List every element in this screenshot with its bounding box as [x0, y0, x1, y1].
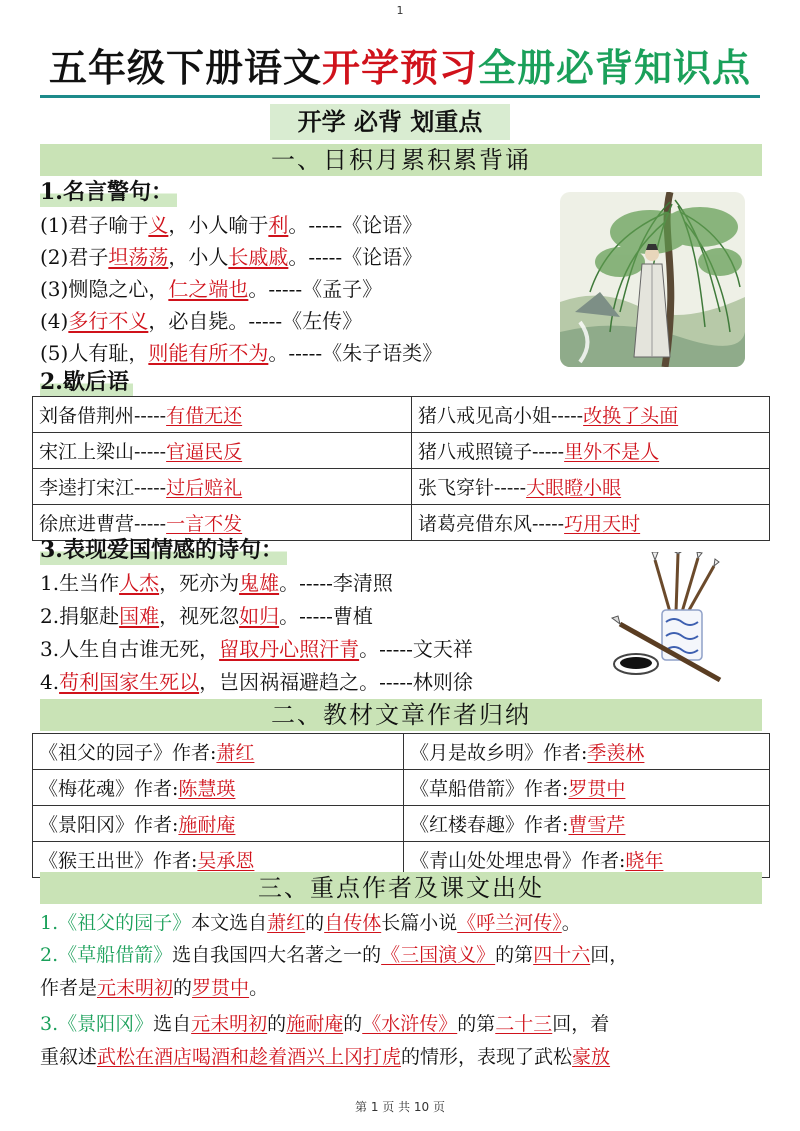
poem-line-4: 4.苟利国家生死以，岂因祸福避趋之。-----林则徐 — [40, 670, 473, 694]
table-cell: 《梅花魂》作者:陈慧瑛 — [33, 770, 404, 806]
poem-line-2: 2.捐躯赴国难，视死忽如归。-----曹植 — [40, 604, 373, 628]
source-paragraph-3-line-1: 3.《景阳冈》选自元末明初的施耐庵的《水浒传》的第二十三回，着 — [40, 1013, 610, 1035]
section-two-bar: 二、教材文章作者归纳 — [40, 699, 762, 731]
table-cell: 《草船借箭》作者:罗贯中 — [404, 770, 770, 806]
table-cell: 《月是故乡明》作者:季羡林 — [404, 734, 770, 770]
table-cell: 宋江上梁山-----官逼民反 — [33, 433, 412, 469]
title-part-points: 全册必背知识点 — [478, 45, 752, 90]
subtitle-banner: 开学 必背 划重点 — [270, 104, 510, 140]
table-cell: 《猴王出世》作者:吴承恩 — [33, 842, 404, 878]
source-paragraph-2-line-1: 2.《草船借箭》选自我国四大名著之一的《三国演义》的第四十六回， — [40, 944, 629, 966]
table-cell: 《红楼春趣》作者:曹雪芹 — [404, 806, 770, 842]
source-paragraph-2-line-2: 作者是元末明初的罗贯中。 — [40, 977, 269, 999]
title-part-preview: 开学预习 — [321, 45, 478, 90]
table-row — [33, 734, 770, 770]
table-row — [33, 397, 770, 433]
source-paragraph-1: 1.《祖父的园子》本文选自萧红的自传体长篇小说《呼兰河传》。 — [40, 912, 581, 934]
source-paragraph-3-line-2: 重叙述武松在酒店喝酒和趁着酒兴上冈打虎的情形，表现了武松豪放 — [40, 1046, 611, 1068]
quote-line-3: (3)恻隐之心，仁之端也。-----《孟子》 — [40, 277, 383, 301]
table-cell: 猪八戒照镜子-----里外不是人 — [412, 433, 770, 469]
quote-line-5: (5)人有耻，则能有所不为。-----《朱子语类》 — [40, 341, 443, 365]
quote-line-2: (2)君子坦荡荡，小人长戚戚。-----《论语》 — [40, 245, 423, 269]
brush-pot-illustration — [610, 552, 730, 692]
poems-heading: 3.表现爱国情感的诗句： — [40, 535, 287, 565]
table-cell: 张飞穿针-----大眼瞪小眼 — [412, 469, 770, 505]
page-footer: 第 1 页 共 10 页 — [355, 1100, 445, 1114]
quotes-heading: 1.名言警句： — [40, 177, 177, 207]
xiehouyu-heading: 2.歇后语 — [40, 367, 133, 397]
scholar-painting-illustration — [560, 192, 745, 367]
title-underline — [40, 95, 760, 98]
section-three-bar: 三、重点作者及课文出处 — [40, 872, 762, 904]
table-cell: 李逵打宋江-----过后赔礼 — [33, 469, 412, 505]
quote-line-1: (1)君子喻于义，小人喻于利。-----《论语》 — [40, 213, 423, 237]
poem-line-3: 3.人生自古谁无死，留取丹心照汗青。-----文天祥 — [40, 637, 473, 661]
title-part-grade: 五年级下册语文 — [48, 45, 322, 90]
poem-line-1: 1.生当作人杰，死亦为鬼雄。-----李清照 — [40, 571, 393, 595]
top-page-number: 1 — [396, 4, 404, 17]
table-row — [33, 433, 770, 469]
table-cell: 《青山处处埋忠骨》作者:晓年 — [404, 842, 770, 878]
table-cell: 猪八戒见高小姐-----改换了头面 — [412, 397, 770, 433]
table-cell: 《祖父的园子》作者:萧红 — [33, 734, 404, 770]
quote-line-4: (4)多行不义，必自毙。-----《左传》 — [40, 309, 363, 333]
table-cell: 《景阳冈》作者:施耐庵 — [33, 806, 404, 842]
table-row — [33, 806, 770, 842]
section-one-bar: 一、日积月累积累背诵 — [40, 144, 762, 176]
table-cell: 刘备借荆州-----有借无还 — [33, 397, 412, 433]
table-cell: 徐庶进曹营-----一言不发 — [33, 505, 412, 541]
table-row — [33, 469, 770, 505]
authors-table — [32, 733, 770, 878]
table-row — [33, 770, 770, 806]
xiehouyu-table — [32, 396, 770, 541]
document-title — [40, 40, 760, 96]
table-cell: 诸葛亮借东风-----巧用天时 — [412, 505, 770, 541]
